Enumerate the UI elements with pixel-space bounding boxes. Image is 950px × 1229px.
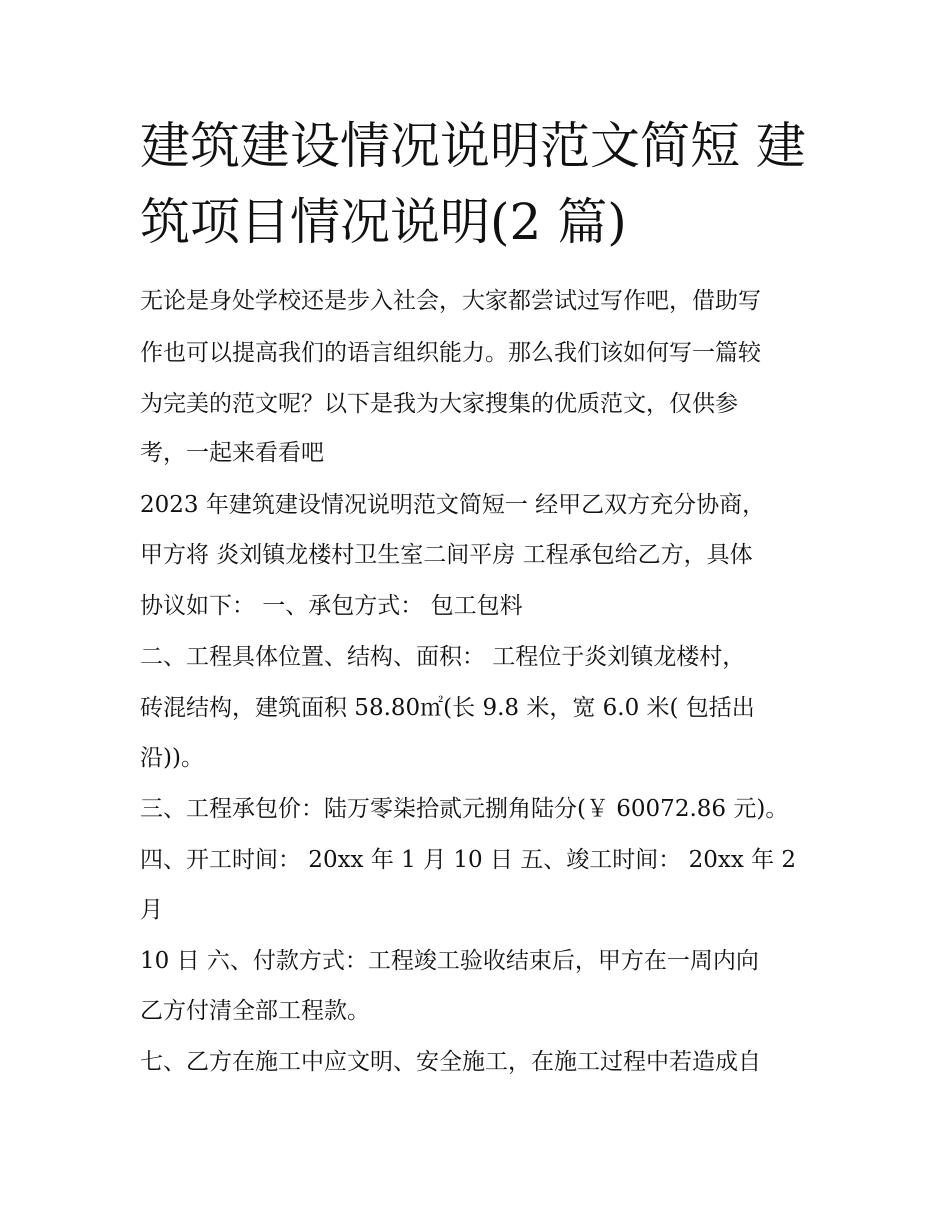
body-line: 考，一起来看看吧	[140, 440, 324, 466]
body-line: 甲方将 炎刘镇龙楼村卫生室二间平房 工程承包给乙方，具体	[140, 542, 753, 568]
body-line: 2023 年建筑建设情况说明范文简短一 经甲乙双方充分协商，	[140, 492, 766, 518]
body-line: 砖混结构，建筑面积 58.80㎡(长 9.8 米，宽 6.0 米( 包括出	[140, 695, 755, 721]
body-line: 三、工程承包价：陆万零柒拾贰元捌角陆分(￥ 60072.86 元)。	[140, 796, 789, 822]
body-line: 七、乙方在施工中应文明、安全施工，在施工过程中若造成自	[140, 1049, 761, 1075]
body-line: 月	[140, 897, 163, 923]
body-line: 乙方付清全部工程款。	[140, 998, 370, 1024]
document-title	[140, 108, 830, 260]
body-line: 作也可以提高我们的语言组织能力。那么我们该如何写一篇较	[140, 340, 761, 366]
body-line: 沿))。	[140, 745, 204, 771]
body-line: 二、工程具体位置、结构、面积： 工程位于炎刘镇龙楼村，	[140, 644, 746, 670]
body-line: 10 日 六、付款方式：工程竣工验收结束后，甲方在一周内向	[140, 948, 759, 974]
body-line: 四、开工时间： 20xx 年 1 月 10 日 五、竣工时间： 20xx 年 2	[140, 847, 797, 873]
title-line-1: 建筑建设情况说明范文简短 建	[140, 117, 806, 175]
body-line: 协议如下： 一、承包方式： 包工包料	[140, 593, 523, 619]
body-line: 无论是身处学校还是步入社会，大家都尝试过写作吧，借助写	[140, 288, 761, 314]
title-line-2: 筑项目情况说明(2 篇)	[140, 193, 627, 251]
body-line: 为完美的范文呢？以下是我为大家搜集的优质范文，仅供参	[140, 391, 738, 417]
